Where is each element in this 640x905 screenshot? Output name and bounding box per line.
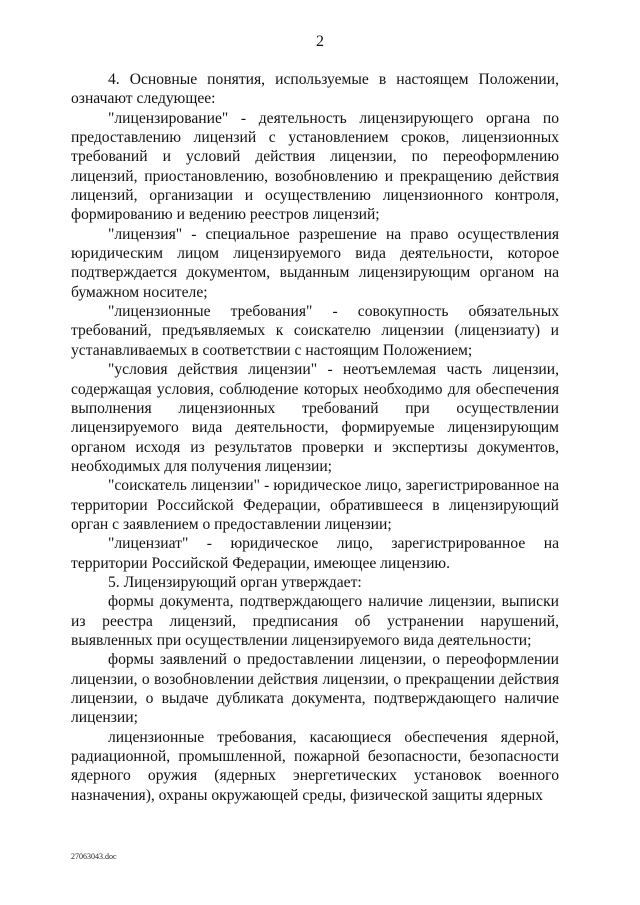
definition-licensing: "лицензирование" - деятельность лицензирующего органа по предоставлению лицензий с установлением сроков, лицензионных требований и условий действия лицензии, по переоформлению лицензий, приостановлению, возобновлению и прекращению действия лицензий, организации и осуществлению лицензионного контроля, формированию и ведению реестров лицензий;: [71, 109, 559, 224]
paragraph-item-5-intro: 5. Лицензирующий орган утверждает:: [108, 573, 362, 591]
definition-license-conditions: "условия действия лицензии" - неотъемлемая часть лицензии, содержащая условия, соблюдение которых необходимо для обеспечения выполнения лицензионных требований при осуществлении лицензируемого вида деятельности, формируемые лицензирующим органом исходя из результатов проверки и экспертизы документов, необходимых для получения лицензии;: [71, 361, 559, 475]
approved-document-forms: формы документа, подтверждающего наличие лицензии, выписки из реестра лицензий, предписания об устранении нарушений, выявленных при осуществлении лицензируемого вида деятельности;: [71, 593, 559, 649]
file-name-footer: 27063043.doc: [71, 852, 117, 861]
page-number: 2: [316, 33, 324, 50]
definition-licensee: "лицензиат" - юридическое лицо, зарегистрированное на территории Российской Федерации, имеющее лицензию.: [71, 535, 559, 572]
document-body: [71, 70, 559, 805]
approved-application-forms: формы заявлений о предоставлении лицензии, о переоформлении лицензии, о возобновлении действия лицензии, о прекращении действия лицензии, о выдаче дубликата документа, подтверждающего наличие лицензии;: [71, 651, 559, 727]
definition-license: "лицензия" - специальное разрешение на право осуществления юридическим лицом лицензируемого вида деятельности, которое подтверждается документом, выданным лицензирующим органом на бумажном носителе;: [71, 225, 559, 301]
approved-license-requirements: лицензионные требования, касающиеся обеспечения ядерной, радиационной, промышленной, пожарной безопасности, безопасности ядерного оружия (ядерных энергетических установок военного назначения), охраны окружающей среды, физической защиты ядерных: [71, 728, 559, 804]
paragraph-item-4-intro: 4. Основные понятия, используемые в настоящем Положении, означают следующее:: [71, 71, 559, 108]
definition-license-requirements: "лицензионные требования" - совокупность обязательных требований, предъявляемых к соискателю лицензии (лицензиату) и устанавливаемых в соответствии с настоящим Положением;: [71, 303, 559, 359]
definition-license-applicant: "соискатель лицензии" - юридическое лицо, зарегистрированное на территории Российской Федерации, обратившееся в лицензирующий орган с заявлением о предоставлении лицензии;: [71, 477, 559, 533]
